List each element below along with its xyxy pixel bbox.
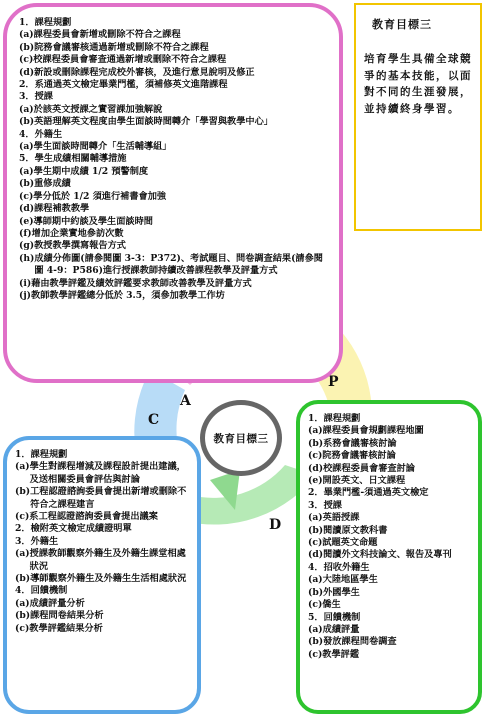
outline-text: 學生面談時間轉介「生活輔導組」 bbox=[33, 141, 172, 153]
outline-item bbox=[15, 585, 189, 597]
act-panel bbox=[3, 3, 343, 383]
outline-marker: (a) bbox=[19, 29, 34, 41]
outline-text: 課程委員會規劃課程地圖 bbox=[322, 425, 424, 437]
outline-marker: (a) bbox=[19, 165, 34, 177]
outline-text: 導師觀察外籍生及外籍生生活相處狀況 bbox=[30, 573, 187, 585]
outline-item bbox=[308, 512, 470, 524]
outline-text: 回饋機制 bbox=[323, 611, 361, 623]
outline-text: 招收外籍生 bbox=[323, 561, 370, 573]
outline-text: 發放課程問卷調查 bbox=[323, 636, 397, 648]
outline-item bbox=[308, 450, 470, 462]
outline-text: 學生成績相關輔導措施 bbox=[34, 153, 127, 165]
outline-text: 於該英文授課之實習課加強解說 bbox=[33, 103, 163, 115]
outline-marker: (d) bbox=[19, 203, 35, 215]
outline-text: 學生對課程增減及課程設計提出建議，及送相關委員會評估與討論 bbox=[29, 461, 186, 485]
outline-text: 系通過英文檢定畢業門檻，須補修英文進階課程 bbox=[34, 79, 228, 91]
outline-text: 教師教學評鑑總分低於 3.5，須參加教學工作坊 bbox=[31, 289, 225, 301]
outline-text: 試題英文命題 bbox=[322, 537, 378, 549]
goal-panel bbox=[354, 3, 482, 231]
outline-marker: (b) bbox=[308, 586, 324, 598]
outline-text: 課程委員會新增或刪除不符合之課程 bbox=[33, 29, 181, 41]
outline-marker: (a) bbox=[308, 425, 323, 437]
check-panel bbox=[3, 436, 201, 714]
outline-marker: 1． bbox=[15, 449, 31, 460]
outline-marker: (a) bbox=[308, 512, 323, 524]
outline-text: 大陸地區學生 bbox=[322, 574, 378, 586]
phase-label-a: A bbox=[180, 393, 191, 409]
outline-marker: (a) bbox=[15, 461, 30, 473]
outline-item bbox=[308, 599, 470, 611]
outline-text: 系工程認證諮詢委員會提出議案 bbox=[29, 511, 158, 523]
outline-text: 外籍生 bbox=[34, 128, 63, 140]
outline-item bbox=[19, 91, 329, 103]
outline-item bbox=[308, 612, 470, 624]
outline-marker: (j) bbox=[19, 289, 32, 301]
outline-text: 課程規劃 bbox=[323, 413, 361, 424]
outline-item bbox=[19, 278, 329, 290]
outline-text: 授課 bbox=[34, 91, 53, 103]
outline-item bbox=[19, 216, 329, 228]
outline-text: 英語理解英文程度由學生面談時間轉介「學習與教學中心」 bbox=[34, 116, 273, 128]
outline-marker: (d) bbox=[308, 549, 324, 561]
outline-text: 學生期中成績 1/2 預警制度 bbox=[33, 165, 149, 177]
outline-marker: (b) bbox=[19, 116, 35, 128]
outline-item bbox=[15, 623, 189, 635]
outline-item bbox=[308, 624, 470, 636]
outline-item bbox=[308, 549, 470, 561]
outline-item bbox=[19, 178, 329, 190]
phase-label-p: P bbox=[328, 374, 339, 390]
outline-text: 校課程委員會審查通過新增或刪除不符合之課程 bbox=[33, 54, 227, 66]
outline-item bbox=[308, 463, 470, 475]
outline-marker: 2． bbox=[308, 487, 324, 499]
outline-marker: 2． bbox=[15, 523, 31, 535]
outline-item bbox=[19, 191, 329, 203]
outline-marker: (b) bbox=[308, 636, 324, 648]
outline-item bbox=[19, 290, 329, 302]
outline-item bbox=[308, 574, 470, 586]
center-goal-circle bbox=[200, 400, 282, 476]
goal-title: 教育目標三 bbox=[372, 18, 432, 31]
outline-text: 閱讀外文科技論文、報告及專刊 bbox=[323, 549, 452, 561]
outline-text: 成績評量分析 bbox=[29, 597, 85, 609]
outline-text: 增加企業實地參訪次數 bbox=[31, 227, 124, 239]
outline-text: 課程規劃 bbox=[34, 17, 72, 28]
outline-marker: 4． bbox=[15, 585, 31, 597]
outline-item bbox=[19, 54, 329, 66]
outline-text: 回饋機制 bbox=[30, 585, 68, 597]
outline-item bbox=[308, 438, 470, 450]
phase-label-c: C bbox=[148, 412, 160, 428]
outline-item bbox=[19, 141, 329, 153]
outline-marker: 4． bbox=[19, 128, 35, 140]
outline-marker: 5． bbox=[308, 611, 324, 623]
outline-item bbox=[308, 636, 470, 648]
outline-item bbox=[308, 475, 470, 487]
outline-text: 學分低於 1/2 須進行補書會加強 bbox=[33, 190, 167, 202]
outline-text: 教授教學撰寫報告方式 bbox=[34, 240, 126, 252]
outline-text: 教學評鑑 bbox=[322, 648, 360, 660]
outline-marker: (b) bbox=[19, 178, 35, 190]
outline-item bbox=[19, 67, 329, 79]
outline-text: 成績評量 bbox=[322, 623, 360, 635]
outline-item bbox=[308, 537, 470, 549]
outline-item bbox=[19, 42, 329, 54]
outline-item bbox=[308, 587, 470, 599]
outline-marker: (c) bbox=[308, 599, 323, 611]
outline-text: 校課程委員會審查討論 bbox=[323, 462, 415, 474]
outline-marker: (f) bbox=[19, 227, 32, 239]
outline-marker: 3． bbox=[15, 535, 31, 547]
outline-item bbox=[15, 548, 189, 573]
outline-marker: (b) bbox=[19, 41, 35, 53]
outline-marker: (a) bbox=[15, 597, 30, 609]
outline-marker: (c) bbox=[308, 537, 323, 549]
outline-marker: (b) bbox=[15, 486, 31, 498]
outline-item bbox=[19, 104, 329, 116]
outline-item bbox=[19, 253, 329, 278]
outline-item bbox=[15, 573, 189, 585]
outline-text: 檢附英文檢定成績證明單 bbox=[30, 523, 132, 535]
outline-item bbox=[15, 598, 189, 610]
outline-item bbox=[308, 425, 470, 437]
phase-label-d: D bbox=[269, 517, 282, 533]
outline-marker: (c) bbox=[19, 190, 34, 202]
outline-marker: (a) bbox=[308, 574, 323, 586]
outline-marker: 1． bbox=[308, 413, 324, 424]
outline-marker: (b) bbox=[308, 524, 324, 536]
outline-marker: (a) bbox=[308, 623, 323, 635]
outline-item bbox=[19, 29, 329, 41]
outline-item bbox=[19, 17, 329, 29]
outline-item bbox=[308, 487, 470, 499]
outline-marker: (c) bbox=[308, 450, 323, 462]
outline-text: 成績分佈圖(請參閱圖 3-3：P372)、考試題目、問卷調查結果(請參閱圖 4-9：P586)進行授課教師持續改善課程教學及評量方式 bbox=[34, 252, 323, 277]
goal-text: 培育學生具備全球競爭的基本技能，以面對不同的生涯發展，並持續終身學習。 bbox=[364, 53, 472, 115]
outline-text: 工程認證諮詢委員會提出新增或刪除不符合之課程建言 bbox=[30, 486, 187, 510]
outline-text: 授課教師觀察外籍生及外籍生課堂相處狀況 bbox=[29, 548, 186, 572]
outline-marker: 2． bbox=[19, 79, 35, 91]
outline-item bbox=[15, 536, 189, 548]
outline-text: 課程補教教學 bbox=[34, 203, 90, 215]
outline-text: 授課 bbox=[323, 499, 342, 511]
outline-marker: 5． bbox=[19, 153, 35, 165]
outline-marker: (g) bbox=[19, 240, 35, 252]
outline-item bbox=[19, 129, 329, 141]
outline-item bbox=[15, 523, 189, 535]
outline-text: 閱讀原文教科書 bbox=[323, 524, 388, 536]
outline-item bbox=[308, 649, 470, 661]
outline-marker: (c) bbox=[15, 622, 30, 634]
outline-item bbox=[308, 562, 470, 574]
outline-marker: 3． bbox=[19, 91, 35, 103]
outline-text: 新設或刪除課程完成校外審核，及進行意見說明及修正 bbox=[34, 66, 255, 78]
outline-item bbox=[15, 449, 189, 461]
outline-item bbox=[308, 413, 470, 425]
outline-item bbox=[19, 116, 329, 128]
outline-marker: (c) bbox=[19, 54, 34, 66]
outline-item bbox=[19, 203, 329, 215]
outline-text: 英語授課 bbox=[322, 512, 360, 524]
outline-text: 外國學生 bbox=[323, 586, 360, 598]
outline-text: 重修成績 bbox=[34, 178, 71, 190]
outline-item bbox=[19, 240, 329, 252]
outline-item bbox=[15, 610, 189, 622]
outline-item bbox=[19, 166, 329, 178]
outline-item bbox=[15, 461, 189, 486]
outline-text: 教學評鑑結果分析 bbox=[29, 622, 103, 634]
outline-marker: (i) bbox=[19, 277, 32, 289]
outline-marker: (c) bbox=[15, 511, 30, 523]
outline-text: 導師期中約談及學生面談時間 bbox=[33, 215, 153, 227]
outline-marker: (a) bbox=[15, 548, 30, 560]
outline-text: 課程規劃 bbox=[30, 449, 68, 460]
outline-marker: (e) bbox=[308, 475, 323, 487]
outline-item bbox=[19, 153, 329, 165]
outline-text: 院務會議審核通過新增或刪除不符合之課程 bbox=[34, 41, 209, 53]
outline-item bbox=[308, 525, 470, 537]
outline-marker: (b) bbox=[308, 437, 324, 449]
outline-marker: (c) bbox=[308, 648, 323, 660]
outline-text: 外籍生 bbox=[30, 535, 59, 547]
center-label: 教育目標三 bbox=[213, 432, 269, 445]
outline-marker: (a) bbox=[19, 103, 34, 115]
outline-marker: (h) bbox=[19, 252, 35, 264]
outline-text: 院務會議審核討論 bbox=[322, 450, 396, 462]
outline-text: 畢業門檻-須通過英文檢定 bbox=[323, 487, 429, 499]
outline-item bbox=[308, 500, 470, 512]
outline-item bbox=[19, 228, 329, 240]
outline-marker: (d) bbox=[19, 66, 35, 78]
outline-text: 開設英文、日文課程 bbox=[322, 475, 406, 487]
outline-marker: 4． bbox=[308, 561, 324, 573]
outline-item bbox=[15, 486, 189, 511]
do-panel bbox=[296, 400, 482, 714]
outline-text: 僑生 bbox=[322, 599, 341, 611]
outline-marker: 3． bbox=[308, 499, 324, 511]
outline-marker: (a) bbox=[19, 141, 34, 153]
outline-text: 藉由教學評鑑及績效評鑑要求教師改善教學及評量方式 bbox=[31, 277, 252, 289]
outline-text: 系務會議審核討論 bbox=[323, 437, 397, 449]
outline-item bbox=[19, 79, 329, 91]
outline-marker: (b) bbox=[15, 610, 31, 622]
outline-text: 課程問卷結果分析 bbox=[30, 610, 104, 622]
outline-marker: (d) bbox=[308, 462, 324, 474]
outline-marker: (b) bbox=[15, 573, 31, 585]
outline-marker: 1． bbox=[19, 17, 35, 28]
outline-marker: (e) bbox=[19, 215, 34, 227]
outline-item bbox=[15, 511, 189, 523]
